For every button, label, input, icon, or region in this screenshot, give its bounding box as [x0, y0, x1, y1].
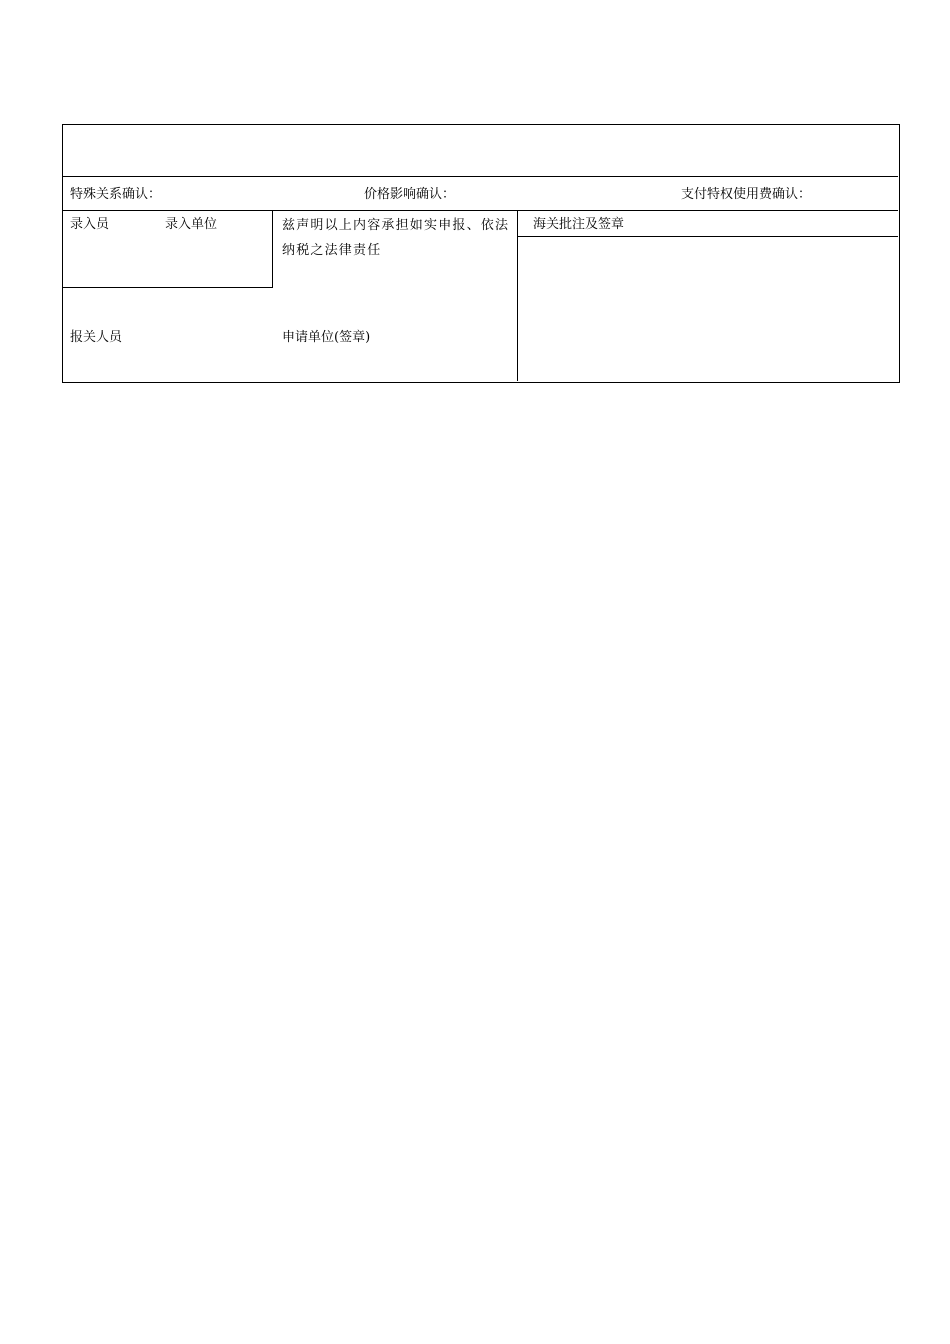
price-influence-label: 价格影响确认：	[364, 187, 456, 202]
special-relationship-label: 特殊关系确认：	[70, 187, 162, 202]
customs-broker-label: 报关人员	[70, 330, 123, 345]
declaration-statement: 兹声明以上内容承担如实申报、依法纳税之法律责任	[282, 218, 510, 258]
customs-declaration-form	[62, 124, 900, 383]
divider-confirm-row	[63, 210, 898, 211]
divider-customs-header	[517, 236, 898, 237]
entry-unit-label: 录入单位	[165, 217, 218, 232]
divider-top	[63, 176, 898, 177]
divider-entry-right	[272, 210, 273, 288]
divider-customs-left	[517, 210, 518, 381]
divider-entry-box	[63, 287, 273, 288]
applicant-unit-label: 申请单位(签章)	[282, 330, 371, 345]
entry-clerk-label: 录入员	[70, 217, 110, 232]
royalty-payment-label: 支付特权使用费确认：	[681, 187, 812, 202]
customs-approval-label: 海关批注及签章	[533, 217, 625, 232]
